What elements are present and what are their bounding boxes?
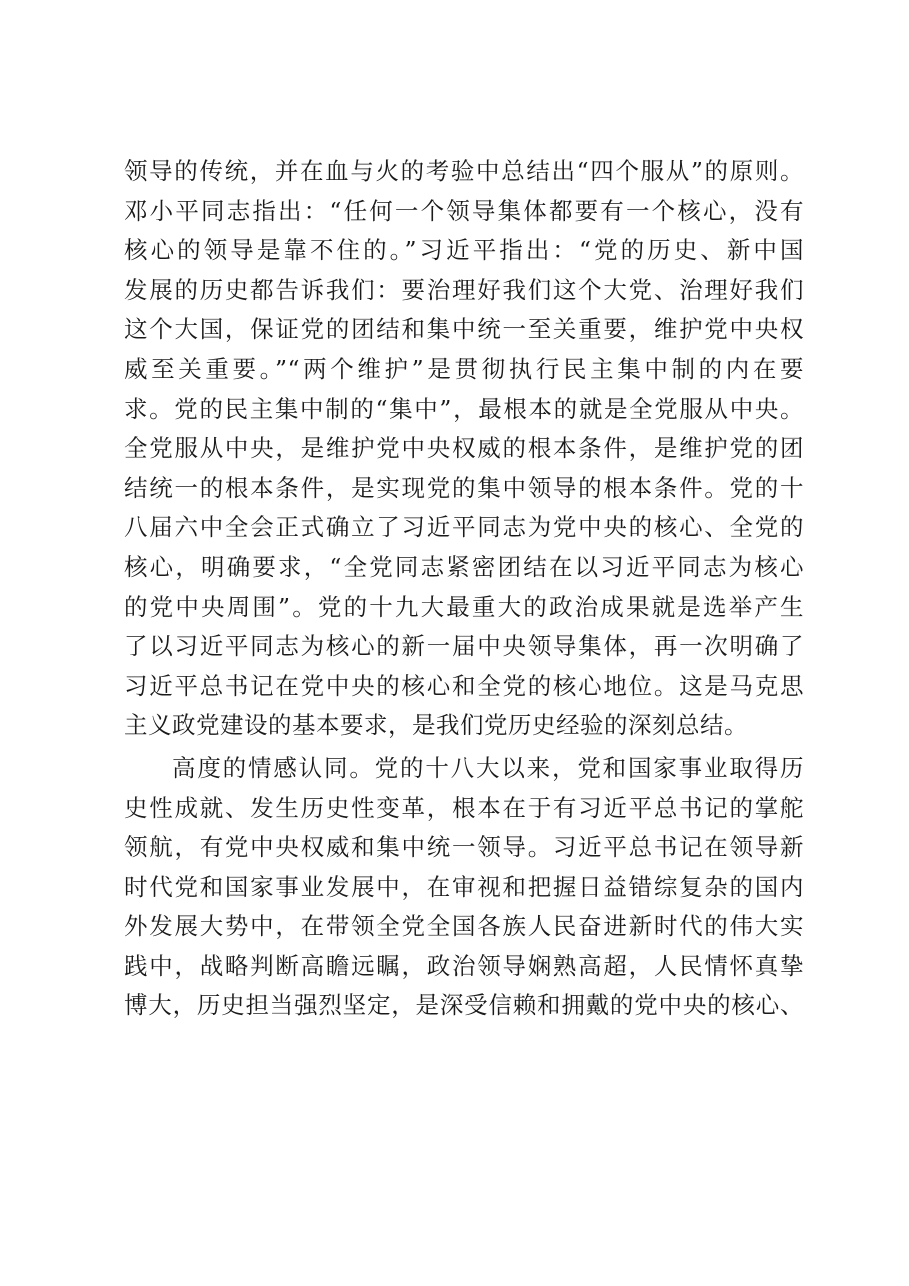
text-line: 全党服从中央，是维护党中央权威的根本条件，是维护党的团 bbox=[124, 434, 804, 463]
text-line: 外发展大势中，在带领全党全国各族人民奋进新时代的伟大实 bbox=[124, 912, 804, 941]
text-line: 领航，有党中央权威和集中统一领导。习近平总书记在领导新 bbox=[124, 833, 804, 862]
text-line: 博大，历史担当强烈坚定，是深受信赖和拥戴的党中央的核心、 bbox=[124, 991, 804, 1020]
text-line: 威至关重要。”“两个维护”是贯彻执行民主集中制的内在要 bbox=[124, 354, 804, 383]
text-line: 主义政党建设的基本要求，是我们党历史经验的深刻总结。 bbox=[124, 711, 748, 740]
text-line: 高度的情感认同。党的十八大以来，党和国家事业取得历 bbox=[172, 753, 804, 782]
text-line: 领导的传统，并在血与火的考验中总结出“四个服从”的原则。 bbox=[124, 157, 804, 185]
paragraph-1 bbox=[124, 152, 804, 746]
text-line: 邓小平同志指出：“任何一个领导集体都要有一个核心，没有 bbox=[124, 196, 804, 225]
text-line: 践中，战略判断高瞻远瞩，政治领导娴熟高超，人民情怀真挚 bbox=[124, 951, 804, 980]
document-body bbox=[124, 152, 804, 1026]
text-line: 八届六中全会正式确立了习近平同志为党中央的核心、全党的 bbox=[124, 513, 804, 542]
text-line: 发展的历史都告诉我们：要治理好我们这个大党、治理好我们 bbox=[124, 275, 804, 304]
text-line: 核心的领导是靠不住的。”习近平指出：“党的历史、新中国 bbox=[124, 236, 804, 265]
text-line: 结统一的根本条件，是实现党的集中领导的根本条件。党的十 bbox=[124, 473, 804, 502]
text-line: 史性成就、发生历史性变革，根本在于有习近平总书记的掌舵 bbox=[124, 793, 804, 822]
text-line: 了以习近平同志为核心的新一届中央领导集体，再一次明确了 bbox=[124, 632, 804, 661]
text-line: 核心，明确要求，“全党同志紧密团结在以习近平同志为核心 bbox=[124, 552, 804, 581]
paragraph-2 bbox=[124, 749, 804, 1026]
text-line: 习近平总书记在党中央的核心和全党的核心地位。这是马克思 bbox=[124, 671, 804, 700]
text-line: 求。党的民主集中制的“集中”，最根本的就是全党服从中央。 bbox=[124, 394, 804, 423]
text-line: 时代党和国家事业发展中，在审视和把握日益错综复杂的国内 bbox=[124, 872, 804, 901]
text-line: 的党中央周围”。党的十九大最重大的政治成果就是选举产生 bbox=[124, 592, 804, 621]
text-line: 这个大国，保证党的团结和集中统一至关重要，维护党中央权 bbox=[124, 315, 804, 344]
